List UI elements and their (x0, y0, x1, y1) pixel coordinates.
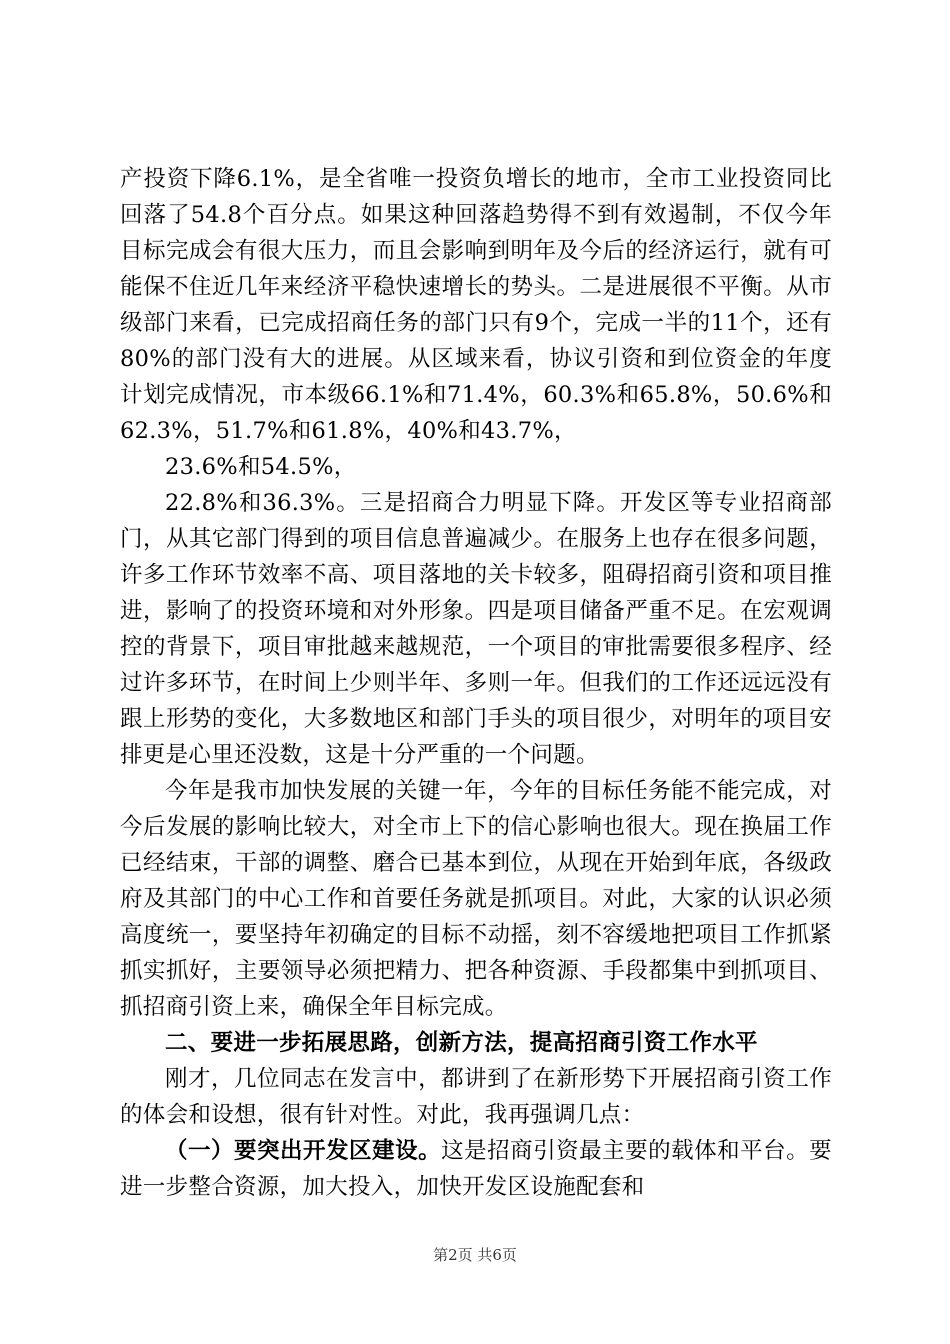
section-heading: 二、要进一步拓展思路，创新方法，提高招商引资工作水平 (165, 1030, 758, 1056)
document-body (120, 161, 832, 1205)
paragraph-2: 23.6%和54.5%， (165, 454, 357, 480)
subsection-text: 这是招商引资最主要的载体和平台。要进一步整合资源，加大投入，加快开发区设施配套和 (120, 1138, 832, 1200)
page-footer: 第2页 共6页 (433, 1246, 517, 1264)
paragraph-1: 产投资下降6.1%，是全省唯一投资负增长的地市，全市工业投资同比回落了54.8个百分点。如果这种回落趋势得不到有效遏制，不仅今年目标完成会有很大压力，而且会影响到明年及今后的经济运行，就有可能保不住近几年来经济平稳快速增长的势头。二是进展很不平衡。从市级部门来看，已完成招商任务的部门只有9个，完成一半的11个，还有80%的部门没有大的进展。从区域来看，协议引资和到位资金的年度计划完成情况，市本级66.1%和71.4%，60.3%和65.8%，50.6%和62.3%，51.7%和61.8%，40%和43.7%， (120, 166, 832, 444)
paragraph-6: 刚才，几位同志在发言中，都讲到了在新形势下开展招商引资工作的体会和设想，很有针对性。对此，我再强调几点： (120, 1066, 832, 1128)
subsection-heading: （一）要突出开发区建设。 (165, 1138, 442, 1164)
paragraph-7 (120, 1133, 832, 1205)
paragraph-3: 22.8%和36.3%。三是招商合力明显下降。开发区等专业招商部门，从其它部门得到的项目信息普遍减少。在服务上也存在很多问题，许多工作环节效率不高、项目落地的关卡较多，阻碍招商引资和项目推进，影响了的投资环境和对外形象。四是项目储备严重不足。在宏观调控的背景下，项目审批越来越规范，一个项目的审批需要很多程序、经过许多环节，在时间上少则半年、多则一年。但我们的工作还远远没有跟上形势的变化，大多数地区和部门手头的项目很少，对明年的项目安排更是心里还没数，这是十分严重的一个问题。 (120, 490, 832, 768)
paragraph-4: 今年是我市加快发展的关键一年，今年的目标任务能不能完成，对今后发展的影响比较大，对全市上下的信心影响也很大。现在换届工作已经结束，干部的调整、磨合已基本到位，从现在开始到年底，各级政府及其部门的中心工作和首要任务就是抓项目。对此，大家的认识必须高度统一，要坚持年初确定的目标不动摇，刻不容缓地把项目工作抓紧抓实抓好，主要领导必须把精力、把各种资源、手段都集中到抓项目、抓招商引资上来，确保全年目标完成。 (120, 778, 832, 1020)
